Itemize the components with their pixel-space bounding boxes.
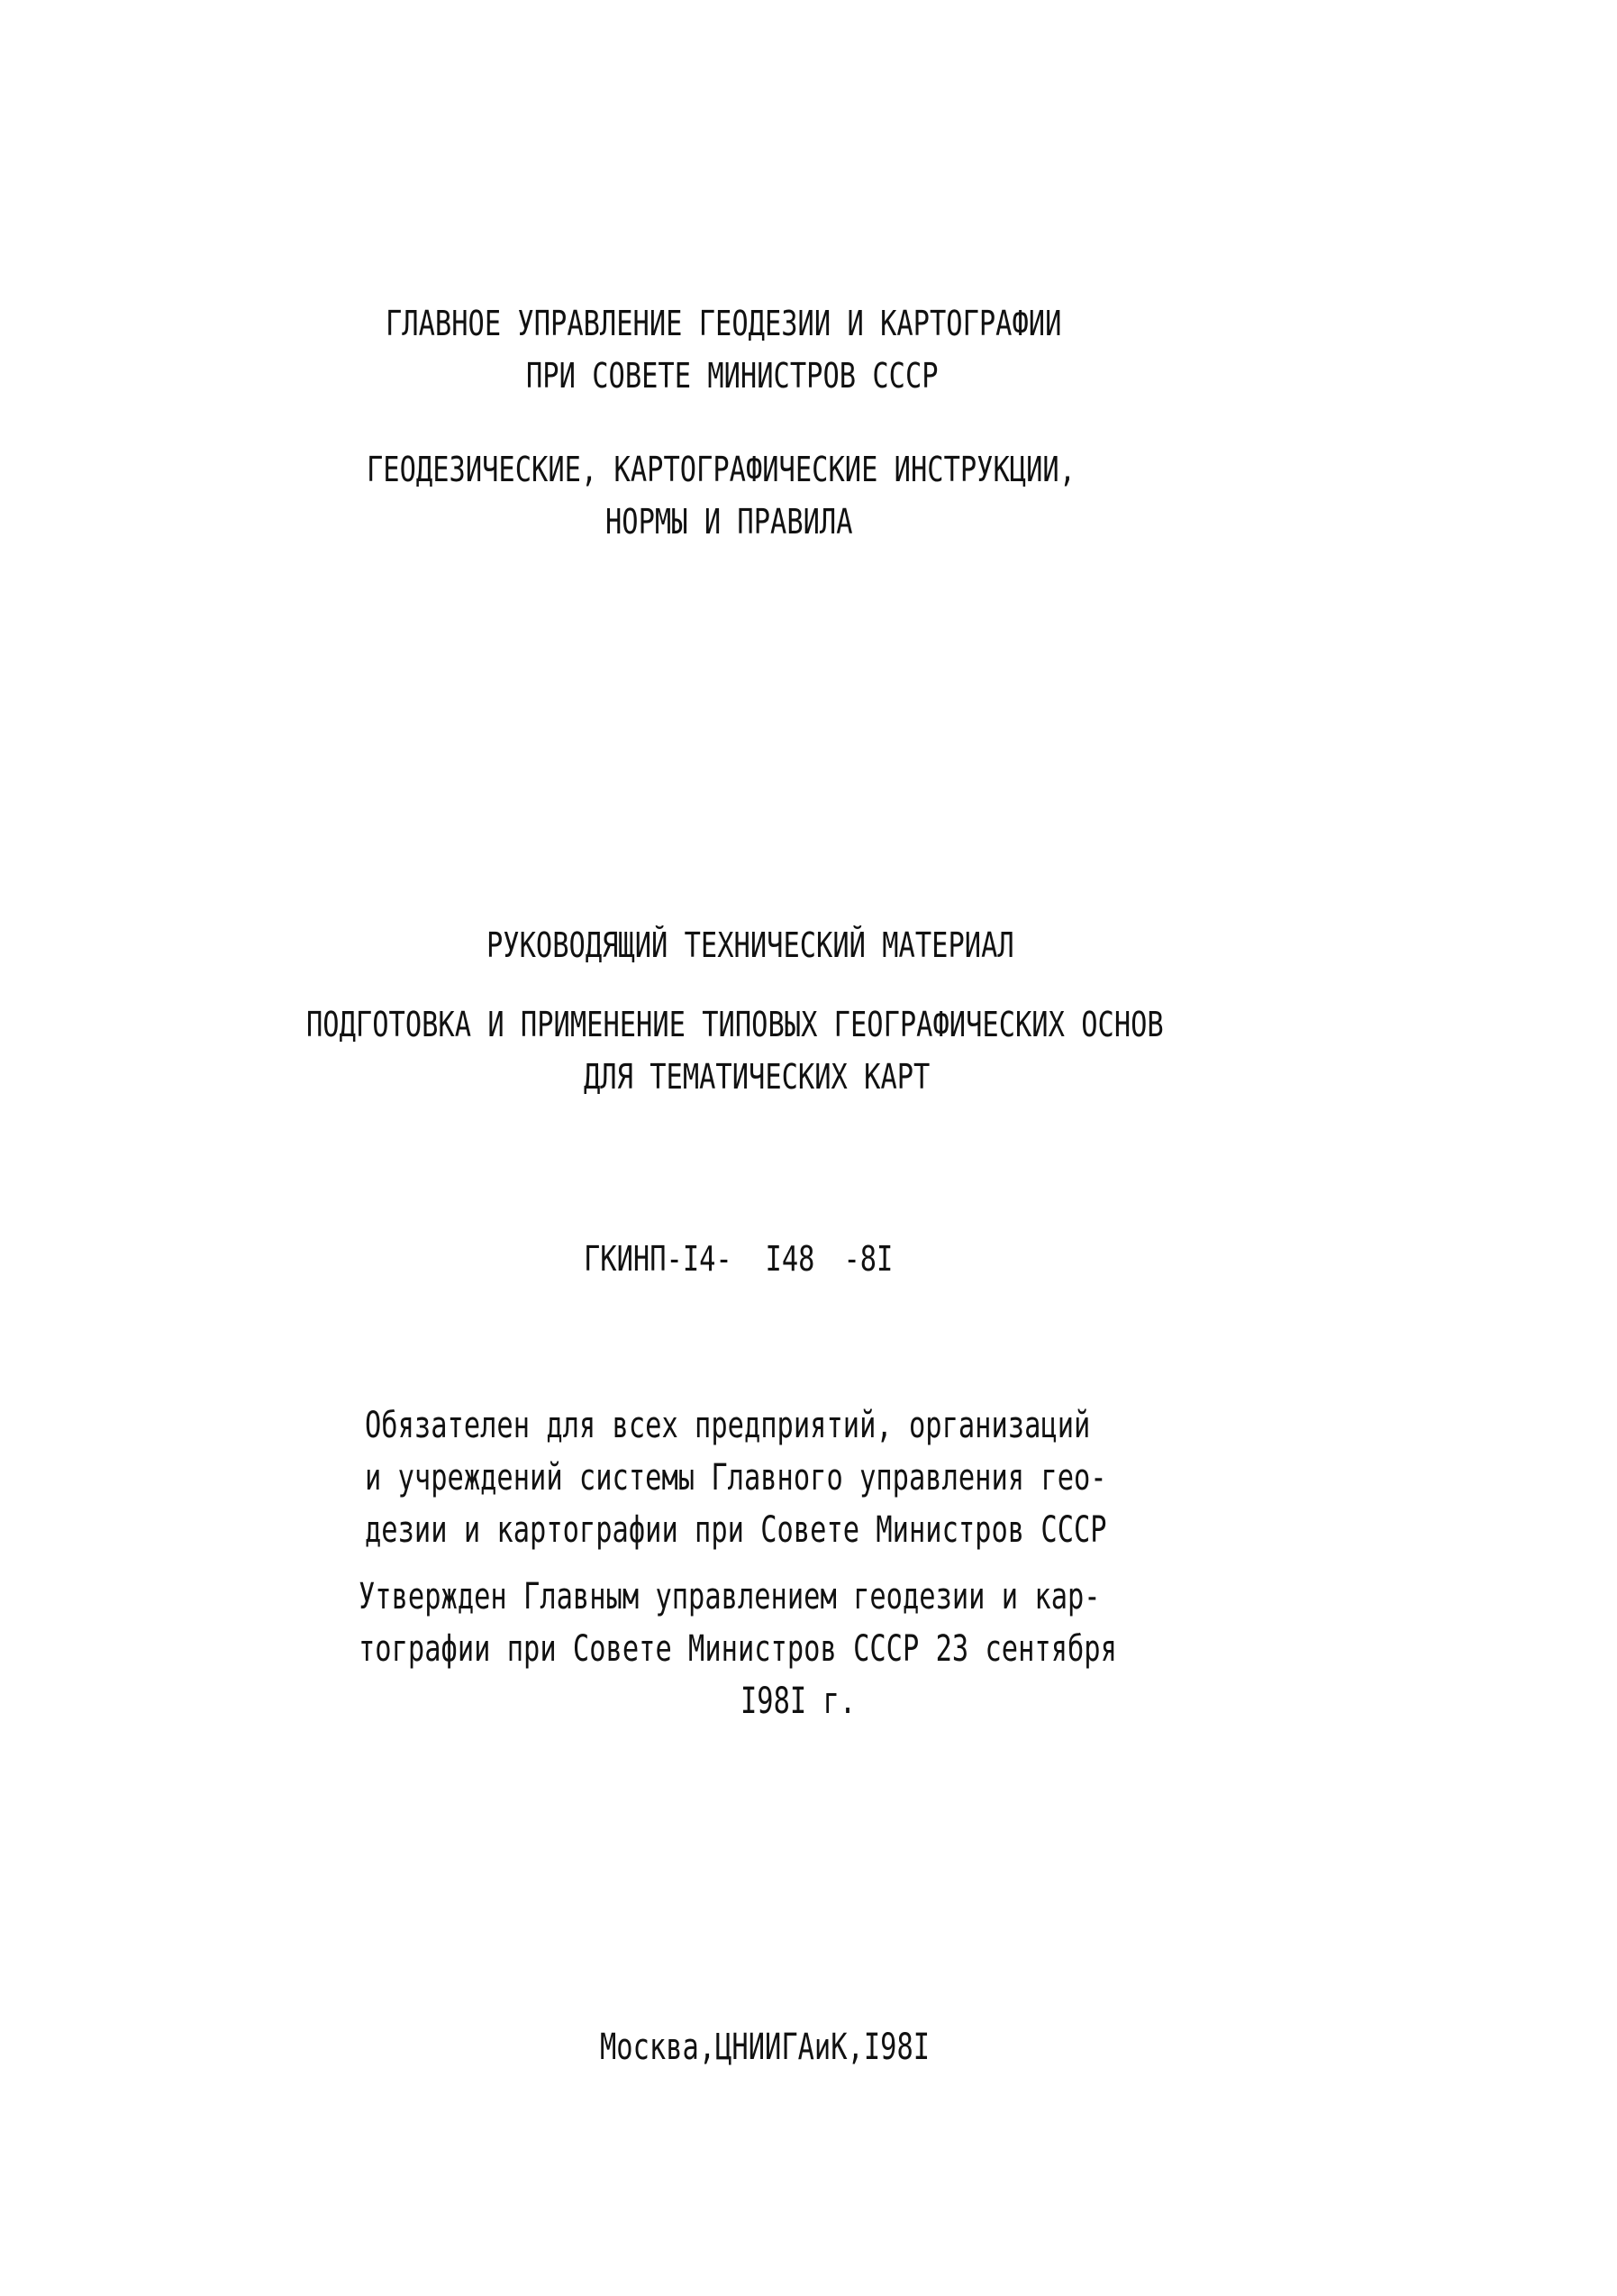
series-title-line-2: НОРМЫ И ПРАВИЛА <box>605 502 853 542</box>
approval-notice-line-3: I98I г. <box>740 1681 857 1722</box>
org-name-line-2: ПРИ СОВЕТЕ МИНИСТРОВ СССР <box>526 356 939 396</box>
mandatory-notice-line-3: дезии и картографии при Совете Министров СССР <box>365 1509 1107 1551</box>
approval-notice-line-2: тографии при Совете Министров СССР 23 сентября <box>359 1628 1117 1670</box>
document-code <box>584 1239 894 1279</box>
mandatory-notice-line-1: Обязателен для всех предприятий, организаций <box>365 1405 1091 1446</box>
document-type: РУКОВОДЯЩИЙ ТЕХНИЧЕСКИЙ МАТЕРИАЛ <box>486 925 1014 965</box>
approval-notice-line-1: Утвержден Главным управлением геодезии и кар- <box>359 1576 1101 1617</box>
document-code-prefix: ГКИНП-I4- <box>584 1239 732 1279</box>
mandatory-notice-line-2: и учреждений системы Главного управления гео- <box>365 1457 1107 1499</box>
publisher-imprint: Москва,ЦНИИГАиК,I98I <box>600 2027 931 2068</box>
document-code-number: I48 <box>765 1239 815 1279</box>
document-title-line-1: ПОДГОТОВКА И ПРИМЕНЕНИЕ ТИПОВЫХ ГЕОГРАФИЧЕСКИХ ОСНОВ <box>306 1005 1164 1044</box>
series-title-line-1: ГЕОДЕЗИЧЕСКИЕ, КАРТОГРАФИЧЕСКИЕ ИНСТРУКЦИИ, <box>367 450 1076 489</box>
document-code-suffix: -8I <box>843 1239 894 1279</box>
org-name-line-1: ГЛАВНОЕ УПРАВЛЕНИЕ ГЕОДЕЗИИ И КАРТОГРАФИИ <box>386 304 1062 343</box>
document-title-line-2: ДЛЯ ТЕМАТИЧЕСКИХ КАРТ <box>584 1057 931 1097</box>
